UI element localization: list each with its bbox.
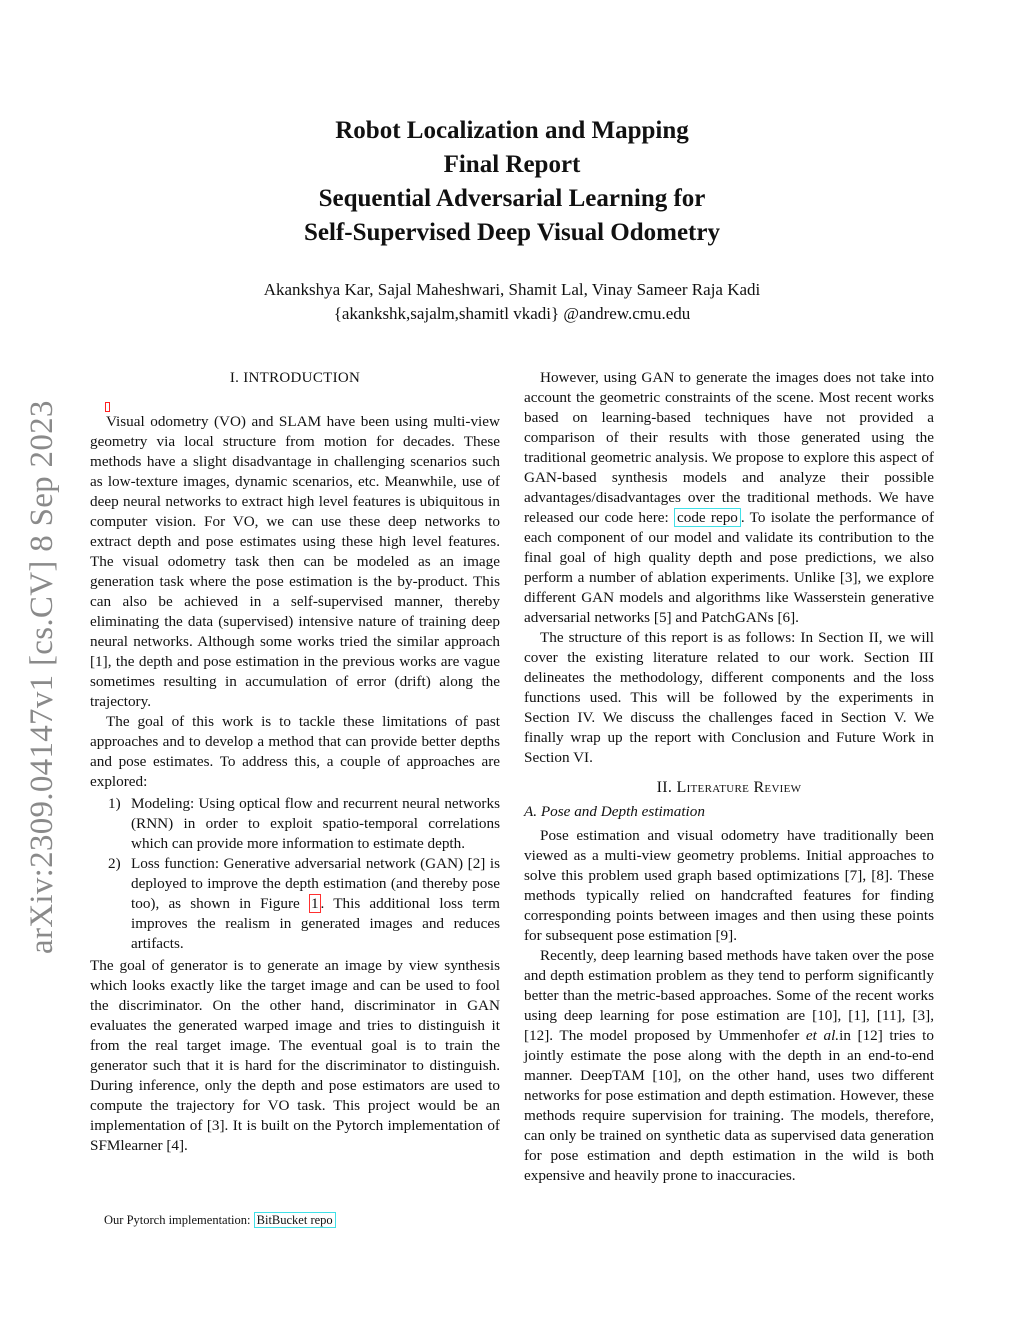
et-al-text: et al.	[805, 1027, 840, 1044]
list-item-text: . This additional loss term improves the realism in generated images and reduces artifacts.	[131, 895, 500, 952]
intro-paragraph-2: The goal of this work is to tackle these limitations of past approaches and to develop a method that can provide better depths and pose estimates. To address this, a couple of approaches are explored:	[90, 713, 500, 790]
list-number: 2)	[108, 855, 121, 872]
footnote-anchor-row	[90, 400, 500, 412]
paragraph-text: . To isolate the performance of each component of our model and validate its contribution to the final goal of high quality depth and pose predictions, we also perform a number of ablation experiments. Unlike [3], we explore different GAN models and algorithms like Wasserstein generative adversarial networks [5] and PatchGANs [6].	[524, 509, 935, 626]
title-line: Robot Localization and Mapping	[335, 117, 689, 144]
footnote	[104, 1211, 336, 1229]
author-block	[0, 278, 1024, 326]
list-number: 1)	[108, 795, 121, 812]
paragraph-text: in [12] tries to jointly estimate the pose along with the depth in an end-to-end manner. DeepTAM [10], on the other hand, uses two different networks for pose estimation and depth estimation. However, these methods require supervision for training. The models, therefore, can only be trained on synthetic data as supervised data generation for pose estimation and depth estimation in the wild is both expensive and heavily prone to inaccuracies.	[524, 1027, 934, 1184]
intro-paragraph-4	[524, 368, 934, 628]
list-item	[90, 794, 500, 854]
code-repo-link[interactable]: code repo	[674, 508, 741, 527]
author-names: Akankshya Kar, Sajal Maheshwari, Shamit Lal, Vinay Sameer Raja Kadi	[263, 280, 761, 299]
paper-title	[0, 114, 1024, 250]
title-line: Final Report	[443, 151, 581, 178]
bitbucket-repo-link[interactable]: BitBucket repo	[254, 1212, 336, 1228]
subsection-heading-pose-depth: A. Pose and Depth estimation	[524, 803, 705, 820]
arxiv-stamp: arXiv:2309.04147v1 [cs.CV] 8 Sep 2023	[24, 400, 60, 954]
list-item-text: Modeling: Using optical flow and recurrent neural networks (RNN) in order to exploit spatio-temporal correlations which can provide more information to estimate depth.	[131, 795, 500, 852]
footnote-anchor-marker[interactable]	[105, 402, 110, 412]
right-column	[524, 368, 934, 1186]
paragraph-text: Recently, deep learning based methods have taken over the pose and depth estimation problem as they tend to perform significantly better than the metric-based approaches. Some of the recent works using deep learning for pose estimation are [10], [1], [11], [3], [12]. The model proposed by Ummenhofer	[524, 947, 934, 1044]
literature-paragraph-1: Pose estimation and visual odometry have traditionally been viewed as a multi-view geometry problems. Initial approaches to solve this problem used graph based optimizations [7], [8]. These methods typically relied on handcrafted features for finding corresponding points between images and then using these points for subsequent pose estimation [9].	[524, 827, 934, 944]
title-line: Sequential Adversarial Learning for	[318, 185, 706, 212]
intro-paragraph-3: The goal of generator is to generate an image by view synthesis which looks exactly like the target image and can be used to fool the discriminator. On the other hand, discriminator in GAN evaluates the generated warped image and tries to distinguish it from the real target image. The eventual goal is to train the generator such that it is hard for the discriminator to distinguish. During inference, only the depth and pose estimators are used to compute the trajectory for VO task. This project would be an implementation of [3]. It is built on the Pytorch implementation of SFMlearner [4].	[90, 957, 500, 1154]
paragraph-text: However, using GAN to generate the images does not take into account the geometric constraints of the scene. Most recent works based on learning-based techniques have not provided a comparison of their results with those generated using the traditional geometric analysis. We propose to explore this aspect of GAN-based synthesis models and analyze their possible advantages/disadvantages over the traditional methods. We have released our code here:	[524, 369, 934, 526]
figure-reference-link[interactable]: 1	[310, 895, 319, 912]
approach-list	[90, 794, 500, 954]
section-heading-introduction: I. INTRODUCTION	[229, 370, 361, 386]
left-column	[90, 368, 500, 1156]
arxiv-sidebar	[24, 360, 64, 960]
author-emails: {akankshk,sajalm,shamitl vkadi} @andrew.cmu.edu	[333, 304, 691, 323]
title-line: Self-Supervised Deep Visual Odometry	[304, 219, 720, 246]
list-item	[90, 854, 500, 954]
literature-paragraph-2	[524, 946, 934, 1186]
footnote-text: Our Pytorch implementation:	[104, 1213, 254, 1227]
section-heading-literature-review: II. Literature Review	[656, 779, 802, 796]
intro-paragraph-1: Visual odometry (VO) and SLAM have been using multi-view geometry via local structure from motion for decades. These methods have a slight disadvantage in challenging scenarios such as low-texture images, dynamic scenarios, etc. Meanwhile, use of deep neural networks to extract high level features is ubiquitous in computer vision. For VO, we can use these deep networks to extract depth and pose estimates using these high level features. The visual odometry task then can be modeled as an image generation task where the pose estimation is the by-product. This can also be achieved in a self-supervised manner, thereby eliminating the data (supervised) intensive nature of training deep neural networks. Although some works tried the similar approach [1], the depth and pose estimation in the previous works are vague sometimes resulting in accumulation of error (drift) along the trajectory.	[90, 413, 500, 710]
intro-paragraph-5: The structure of this report is as follows: In Section II, we will cover the existing literature related to our work. Section III delineates the methodology, different components and the loss functions used. This will be followed by the experiments in Section IV. We discuss the challenges faced in Section V. We finally wrap up the report with Conclusion and Future Work in Section VI.	[524, 629, 934, 766]
list-item-text: Loss function: Generative adversarial network (GAN) [2] is deployed to improve the depth estimation (and thereby pose too), as shown in Figure	[131, 855, 500, 912]
